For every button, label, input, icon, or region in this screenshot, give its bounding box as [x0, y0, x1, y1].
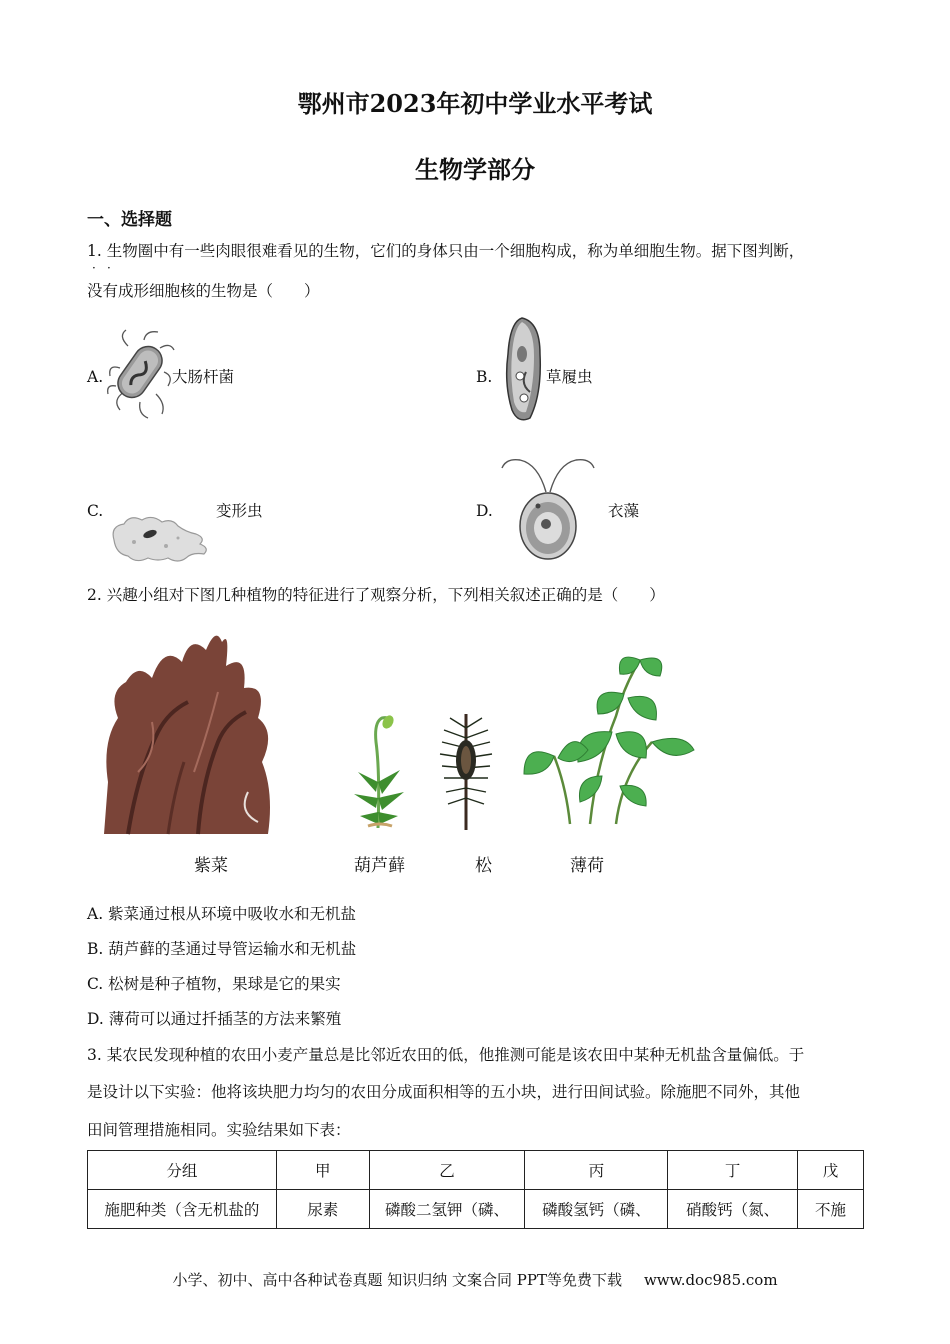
plant-label-mint: 薄荷 — [570, 856, 604, 876]
option-d-label: 衣藻 — [608, 502, 640, 520]
option-b-letter: B. — [476, 368, 493, 386]
emphasis-dot: · — [107, 261, 111, 275]
e-coli-bacterium-image — [104, 328, 176, 420]
question-2-option-c: C. 松树是种子植物，果球是它的果实 — [87, 975, 341, 993]
table-cell: 丁 — [668, 1151, 798, 1190]
section-heading: 一、选择题 — [87, 210, 172, 230]
laver-seaweed-image — [98, 622, 280, 836]
table-cell: 硝酸钙（氮、 — [668, 1190, 798, 1229]
question-1-line-2: 没有成形细胞核的生物是（ ） — [87, 282, 320, 300]
table-cell: 不施 — [798, 1190, 864, 1229]
table-cell: 磷酸氢钙（磷、 — [525, 1190, 668, 1229]
table-cell: 甲 — [276, 1151, 369, 1190]
question-3-line-2: 是设计以下实验：他将该块肥力均匀的农田分成面积相等的五小块，进行田间试验。除施肥不同外，其他 — [87, 1083, 801, 1101]
option-a-letter: A. — [87, 368, 104, 386]
chlamydomonas-image — [498, 456, 598, 562]
emphasis-dot: · — [92, 261, 96, 275]
option-b-label: 草履虫 — [546, 368, 593, 386]
option-d-letter: D. — [476, 502, 493, 520]
table-cell: 乙 — [369, 1151, 525, 1190]
plant-label-laver: 紫菜 — [194, 856, 228, 876]
paramecium-image — [500, 314, 548, 424]
page-subtitle: 生物学部分 — [415, 155, 535, 184]
table-cell: 丙 — [525, 1151, 668, 1190]
question-2-option-a: A. 紫菜通过根从环境中吸收水和无机盐 — [87, 905, 357, 923]
amoeba-image — [108, 510, 214, 566]
option-c-letter: C. — [87, 502, 104, 520]
table-cell: 分组 — [88, 1151, 277, 1190]
table-cell: 磷酸二氢钾（磷、 — [369, 1190, 525, 1229]
page-footer — [0, 1269, 950, 1290]
table-header-row — [88, 1151, 864, 1190]
question-3-line-3: 田间管理措施相同。实验结果如下表： — [87, 1121, 351, 1139]
question-2-option-b: B. 葫芦藓的茎通过导管运输水和无机盐 — [87, 940, 357, 958]
page-title: 鄂州市2023年初中学业水平考试 — [297, 89, 653, 118]
experiment-table — [87, 1150, 864, 1229]
moss-image — [350, 712, 410, 830]
plant-label-moss: 葫芦藓 — [354, 856, 405, 876]
option-a-label: 大肠杆菌 — [172, 368, 235, 386]
mint-plant-image — [520, 646, 700, 826]
question-2-option-d: D. 薄荷可以通过扦插茎的方法来繁殖 — [87, 1010, 342, 1028]
table-row — [88, 1190, 864, 1229]
table-cell: 戊 — [798, 1151, 864, 1190]
table-cell: 尿素 — [276, 1190, 369, 1229]
question-2-stem: 2. 兴趣小组对下图几种植物的特征进行了观察分析，下列相关叙述正确的是（ ） — [87, 586, 665, 604]
plant-label-pine: 松 — [475, 856, 492, 876]
pine-branch-image — [436, 708, 496, 832]
table-cell: 施肥种类（含无机盐的 — [88, 1190, 277, 1229]
option-c-label: 变形虫 — [216, 502, 263, 520]
question-3-line-1: 3. 某农民发现种植的农田小麦产量总是比邻近农田的低，他推测可能是该农田中某种无机盐含量偏低。于 — [87, 1046, 805, 1064]
footer-site-link[interactable]: www.doc985.com — [643, 1271, 778, 1289]
footer-text: 小学、初中、高中各种试卷真题 知识归纳 文案合同 PPT等免费下载 — [172, 1271, 622, 1289]
question-1-line-1: 1. 生物圈中有一些肉眼很难看见的生物，它们的身体只由一个细胞构成，称为单细胞生物。据下图判断， — [87, 242, 805, 260]
